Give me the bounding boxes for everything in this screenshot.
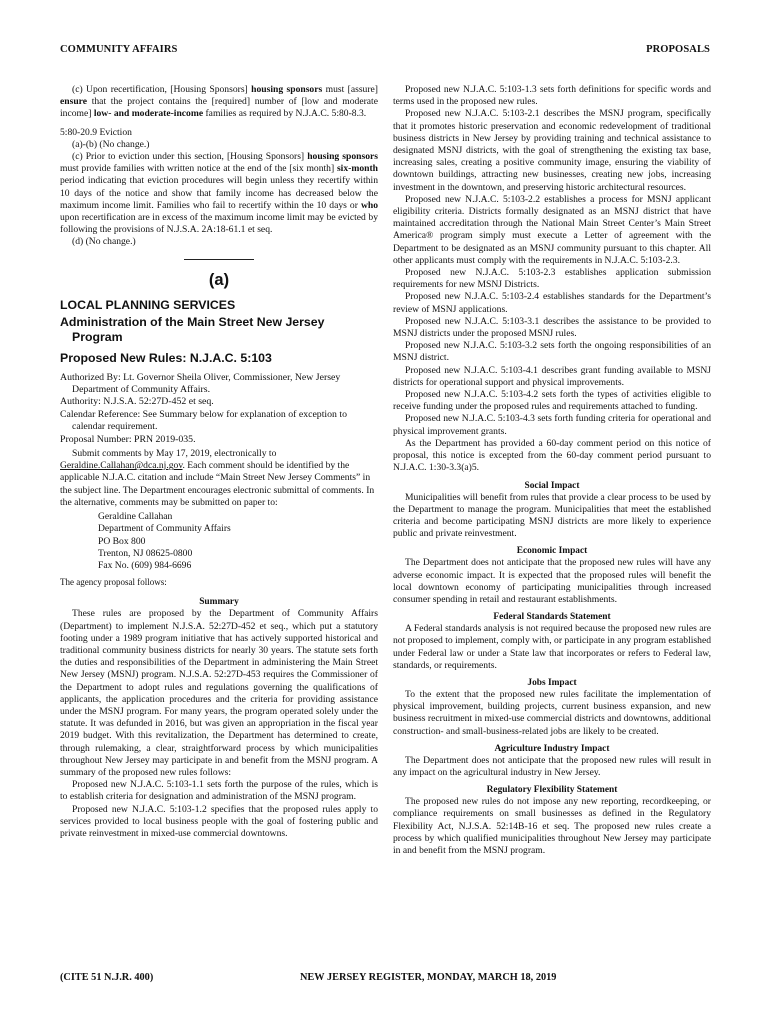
agriculture-impact-text: The Department does not anticipate that the proposed new rules will result in any impact on the agricultural industry in New Jersey. [393,754,711,778]
summary-paragraph: Proposed new N.J.A.C. 5:103-1.3 sets forth definitions for specific words and terms used in the proposed new rules. [393,84,711,108]
calendar-reference: Calendar Reference: See Summary below for explanation of exception to calendar requirement. [60,408,347,433]
federal-standards-heading: Federal Standards Statement [493,612,611,623]
authorized-by: Authorized By: Lt. Governor Sheila Oliver, Commissioner, New Jersey Department of Community Affairs. [60,371,341,396]
publication-date: NEW JERSEY REGISTER, MONDAY, MARCH 18, 2019 [300,972,557,983]
address-line: Geraldine Callahan [98,511,173,523]
page-citation: (CITE 51 N.J.R. 400) [60,972,154,983]
economic-impact-heading: Economic Impact [516,546,588,557]
summary-paragraph: Proposed new N.J.A.C. 5:103-3.1 describes the assistance to be provided to MSNJ districts under the proposed MSNJ rules. [393,315,711,340]
summary-paragraph: Proposed new N.J.A.C. 5:103-2.4 establishes standards for the Department’s review of MSNJ applications. [393,291,711,315]
eviction-no-change: (a)-(b) (No change.) [72,138,150,150]
jobs-impact-heading: Jobs Impact [527,677,577,688]
jobs-impact-text: To the extent that the proposed new rules facilitate the implementation of physical improvement, building projects, current business expansion, and new business recruitment in mixed-use commercial districts and downtowns, additional construction- and small-business-related jobs are likely to be created. [393,688,711,737]
summary-paragraph: Proposed new N.J.A.C. 5:103-3.2 sets forth the ongoing responsibilities of an MSNJ district. [393,340,711,364]
summary-paragraph: Proposed new N.J.A.C. 5:103-1.1 sets forth the purpose of the rules, which is to establish criteria for designation and administration of the MSNJ program. [60,779,378,803]
summary-paragraph: Proposed new N.J.A.C. 5:103-2.3 establishes application submission requirements for new MSNJ Districts. [393,267,711,291]
running-header-type: PROPOSALS [646,44,710,55]
summary-paragraph: Proposed new N.J.A.C. 5:103-4.3 sets forth funding criteria for operational and physical improvement grants. [393,413,711,437]
address-line: Fax No. (609) 984-6696 [98,559,192,571]
section-divider [184,259,254,260]
federal-standards-text: A Federal standards analysis is not required because the proposed new rules are not proposed to implement, comply with, or participate in any program established under Federal law or under a State law that incorporates or refers to Federal law, standards, or requirements. [393,623,711,671]
right-column [393,84,711,857]
program-title: Administration of the Main Street New Jersey Program [60,314,325,344]
mailing-address [60,511,378,572]
summary-paragraph: Proposed new N.J.A.C. 5:103-2.1 describes the MSNJ program, specifically that it promotes historic preservation and economic redevelopment of traditional business districts in New Jersey by providing training and technical assistance to designated MSNJ districts, with the goal of strengthening the existing tax base, increasing sales, creating a positive community image, ensuring the viability of downtown buildings, attracting new businesses, creating new jobs, increasing investment in the downtown, and preserving historic architectural resources. [393,108,711,193]
recertification-paragraph: (c) Upon recertification, [Housing Sponsors] housing sponsors must [assure] ensure that the project contains the [required] number of [low and moderate income] low- and moderate-income families as required by N.J.A.C. 5:80-8.3. [60,84,379,120]
eviction-d-no-change: (d) (No change.) [72,236,136,248]
agency-name: LOCAL PLANNING SERVICES [60,297,236,312]
summary-paragraph: These rules are proposed by the Department of Community Affairs (Department) to implement N.J.S.A. 52:27D-452 et seq., which put a statutory footing under a 1989 program initiative that has actively supported historical and traditional community business districts for nearly 30 years. The statute sets forth the duties and responsibilities of the Department in administering the Main Street New Jersey (MSNJ) program. N.J.S.A. 52:27D-453 requires the Commissioner of the Department to adopt rules and regulations governing the qualifications of applicants, the application procedures and the criteria for providing assistance under the MSNJ program. For many years, the program operated solely under the statute. It was defunded in 2016, but was given an appropriation in the fiscal year 2019 budget. With this revitalization, the Department has determined to create, through rulemaking, a clear, straightforward process by which municipalities throughout New Jersey may participate in and benefit from the MSNJ program. A summary of the proposed new rules follows: [60,608,378,778]
summary-paragraph: As the Department has provided a 60-day comment period on this notice of proposal, this notice is excepted from the 60-day comment period pursuant to N.J.A.C. 1:30-3.3(a)5. [393,437,711,474]
running-header-section: COMMUNITY AFFAIRS [60,44,178,55]
social-impact-heading: Social Impact [524,480,580,491]
address-line: PO Box 800 [98,535,146,547]
proposed-rules-title: Proposed New Rules: N.J.A.C. 5:103 [60,350,272,365]
item-letter: (a) [208,270,230,289]
left-column [60,84,378,840]
agency-proposal-follows: The agency proposal follows: [60,577,167,588]
regulatory-flexibility-text: The proposed new rules do not impose any new reporting, recordkeeping, or compliance requirements on small businesses as defined in the Regulatory Flexibility Act, N.J.S.A. 52:14B-16 et seq. The proposed new rules create a process by which qualified municipalities throughout New Jersey may participate in and benefit from the MSNJ program. [393,796,711,856]
section-heading-eviction: 5:80-20.9 Eviction [60,126,132,138]
submit-comments-paragraph: Submit comments by May 17, 2019, electronically to Geraldine.Callahan@dca.nj.gov. Each comment should be identified by the applicable N.J.A.C. citation and include “Main Street New Jersey Comments” in the subject line. The Department encourages electronic submittal of comments. In the alternative, comments may be submitted on paper to: [60,448,375,508]
address-line: Trenton, NJ 08625-0800 [98,547,193,559]
authority: Authority: N.J.S.A. 52:27D-452 et seq. [60,396,214,408]
social-impact-text: Municipalities will benefit from rules that provide a clear process to be used by the Department to manage the program. Municipalities that meet the established criteria and become participating MSNJ districts are more likely to experience public and private reinvestment. [393,491,711,540]
summary-paragraph: Proposed new N.J.A.C. 5:103-4.2 sets forth the types of activities eligible to receive funding under the proposed rules and requirements attached to funding. [393,389,711,413]
summary-heading: Summary [199,597,239,608]
eviction-paragraph: (c) Prior to eviction under this section, [Housing Sponsors] housing sponsors must provide families with written notice at the end of the [six month] six-month period indicating that eviction procedures will begin unless they recertify within 10 days of the notice and show that family income has decreased below the maximum income limit. Families who fail to recertify within the 10 days or who upon recertification are in excess of the maximum income limit may be evicted by following the provisions of N.J.S.A. 2A:18-61.1 et seq. [60,151,378,236]
summary-paragraph: Proposed new N.J.A.C. 5:103-1.2 specifies that the proposed rules apply to services provided to local business people with the goal of fostering public and private reinvestment in mixed-use commercial downtowns. [60,803,378,839]
address-line: Department of Community Affairs [98,523,231,535]
comment-email-link[interactable]: Geraldine.Callahan@dca.nj.gov [60,460,183,472]
summary-paragraph: Proposed new N.J.A.C. 5:103-2.2 establishes a process for MSNJ applicant eligibility criteria. Districts formally designated as an MSNJ district that have maintained accreditation through the National Main Street Center’s Main Street America® program simply must execute a Letter of agreement with the Department to be designated as an MSNJ community pursuant to this chapter. All other applicants must comply with the requirements in N.J.A.C. 5:103-2.3. [393,193,711,266]
agriculture-impact-heading: Agriculture Industry Impact [494,743,610,754]
regulatory-flexibility-heading: Regulatory Flexibility Statement [486,785,618,796]
economic-impact-text: The Department does not anticipate that the proposed new rules will have any adverse economic impact. It is expected that the proposed rules will benefit the local downtown economy of participating municipalities through increased consumer spending in retail and restaurant establishments. [393,557,711,605]
proposal-number: Proposal Number: PRN 2019-035. [60,433,196,445]
summary-paragraph: Proposed new N.J.A.C. 5:103-4.1 describes grant funding available to MSNJ districts for operational support and physical improvements. [393,364,711,388]
